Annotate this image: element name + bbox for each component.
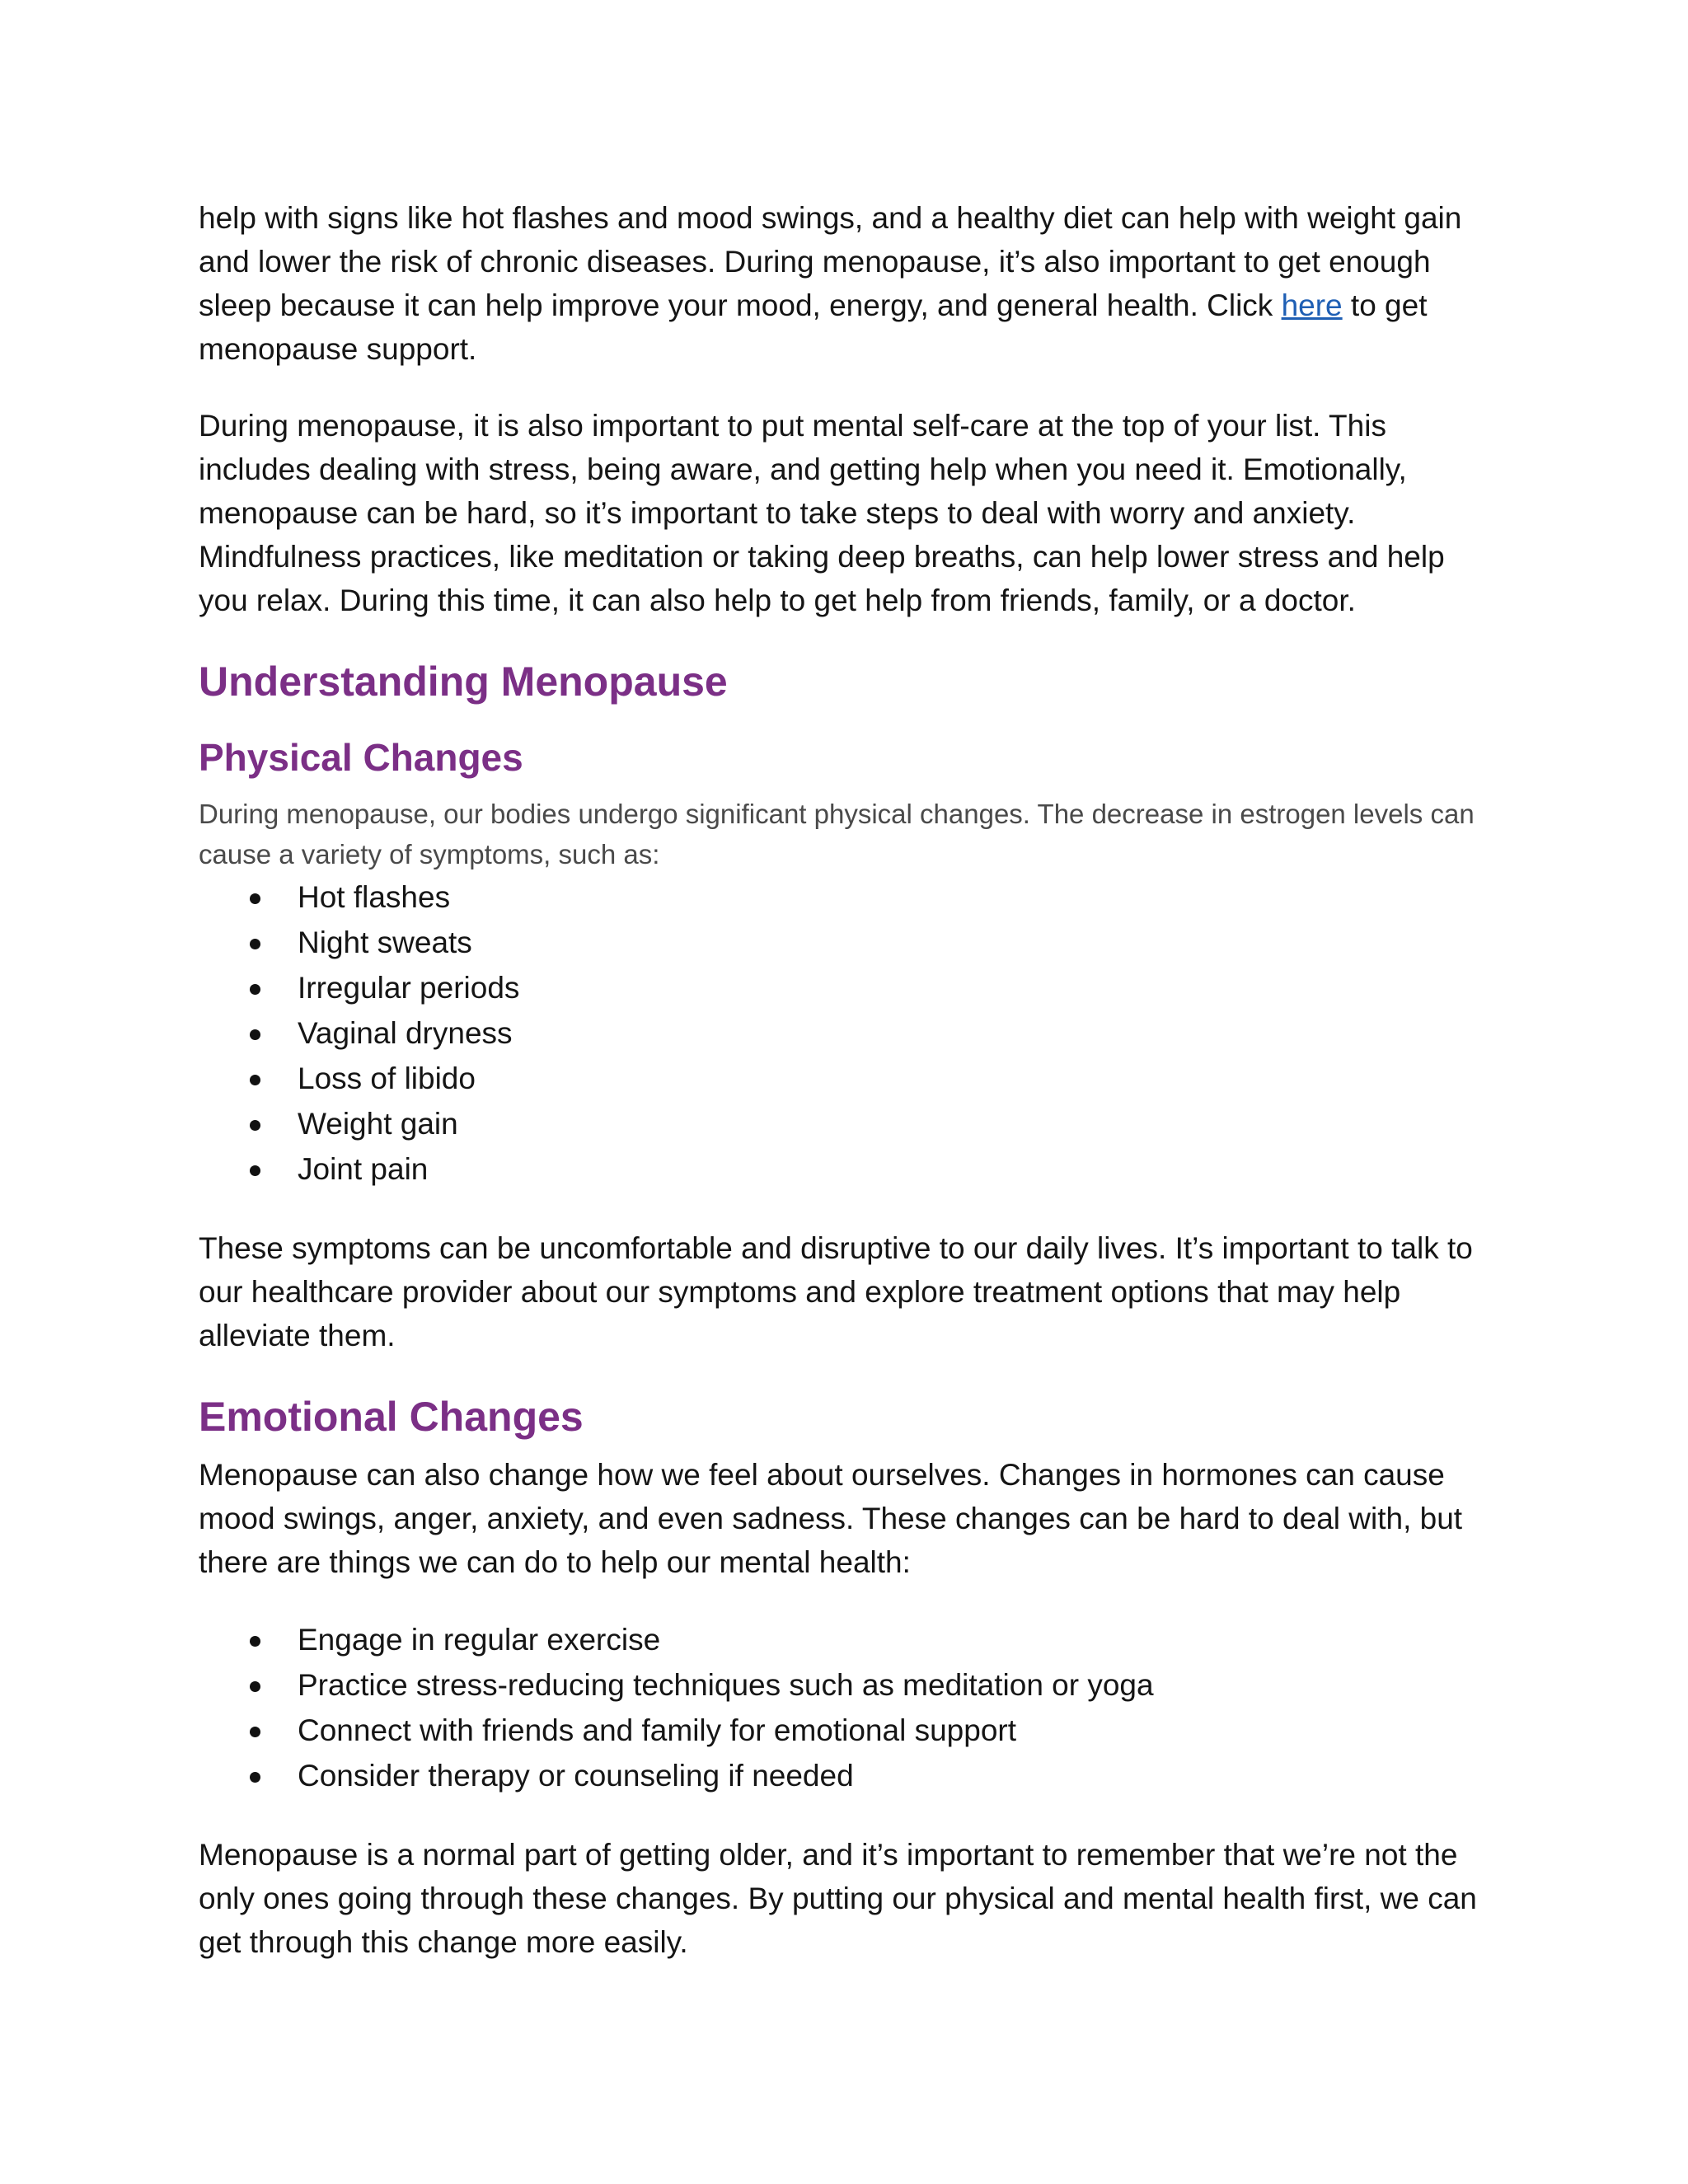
- physical-changes-outro: These symptoms can be uncomfortable and disruptive to our daily lives. It’s important to talk to our healthcare provider about our symptoms and explore treatment options that may help alleviate them.: [199, 1231, 1473, 1352]
- understanding-menopause-heading: Understanding Menopause: [199, 658, 728, 705]
- bullet-icon: [250, 1636, 260, 1647]
- list-item: Irregular periods: [199, 965, 1493, 1010]
- intro-paragraph-1: [199, 196, 1493, 371]
- menopause-support-link[interactable]: here: [1281, 288, 1343, 322]
- document-content: [199, 196, 1493, 1997]
- mental-health-tips-list: [199, 1617, 1493, 1798]
- intro-text-a: help with signs like hot flashes and mood swings, and a healthy diet can help with weight gain and lower the risk of chronic diseases. During menopause, it’s also important to get enough sleep because it can help improve your mood, energy, and general health. Click: [199, 201, 1462, 322]
- intro-text-b: to get menopause support.: [199, 288, 1428, 366]
- emotional-changes-outro: Menopause is a normal part of getting older, and it’s important to remember that we’re not the only ones going through these changes. By putting our physical and mental health first, we can get through this change more easily.: [199, 1838, 1477, 1959]
- bullet-icon: [250, 1029, 260, 1040]
- physical-changes-heading: Physical Changes: [199, 736, 523, 779]
- list-item: Practice stress-reducing techniques such as meditation or yoga: [199, 1662, 1493, 1708]
- bullet-icon: [250, 1075, 260, 1085]
- list-item: Night sweats: [199, 920, 1493, 965]
- list-item: Consider therapy or counseling if needed: [199, 1753, 1493, 1798]
- list-item: Hot flashes: [199, 874, 1493, 920]
- bullet-icon: [250, 1120, 260, 1131]
- physical-changes-intro: During menopause, our bodies undergo significant physical changes. The decrease in estrogen levels can cause a variety of symptoms, such as:: [199, 799, 1475, 869]
- bullet-icon: [250, 984, 260, 995]
- bullet-icon: [250, 893, 260, 904]
- list-item: Loss of libido: [199, 1056, 1493, 1101]
- bullet-icon: [250, 1165, 260, 1176]
- symptom-list: [199, 874, 1493, 1192]
- emotional-changes-heading: Emotional Changes: [199, 1394, 584, 1440]
- list-item: Joint pain: [199, 1146, 1493, 1192]
- intro-paragraph-2: During menopause, it is also important to put mental self-care at the top of your list. This includes dealing with stress, being aware, and getting help when you need it. Emotionally, menopause can be hard, so it’s important to take steps to deal with worry and anxiety. Mindfulness practices, like meditation or taking deep breaths, can help lower stress and help you relax. During this time, it can also help to get help from friends, family, or a doctor.: [199, 409, 1445, 617]
- list-item: Vaginal dryness: [199, 1010, 1493, 1056]
- list-item: Weight gain: [199, 1101, 1493, 1146]
- list-item: Engage in regular exercise: [199, 1617, 1493, 1662]
- emotional-changes-intro: Menopause can also change how we feel about ourselves. Changes in hormones can cause mood swings, anger, anxiety, and even sadness. These changes can be hard to deal with, but there are things we can do to help our mental health:: [199, 1458, 1463, 1579]
- bullet-icon: [250, 1727, 260, 1737]
- list-item: Connect with friends and family for emotional support: [199, 1708, 1493, 1753]
- bullet-icon: [250, 939, 260, 949]
- bullet-icon: [250, 1681, 260, 1692]
- bullet-icon: [250, 1772, 260, 1783]
